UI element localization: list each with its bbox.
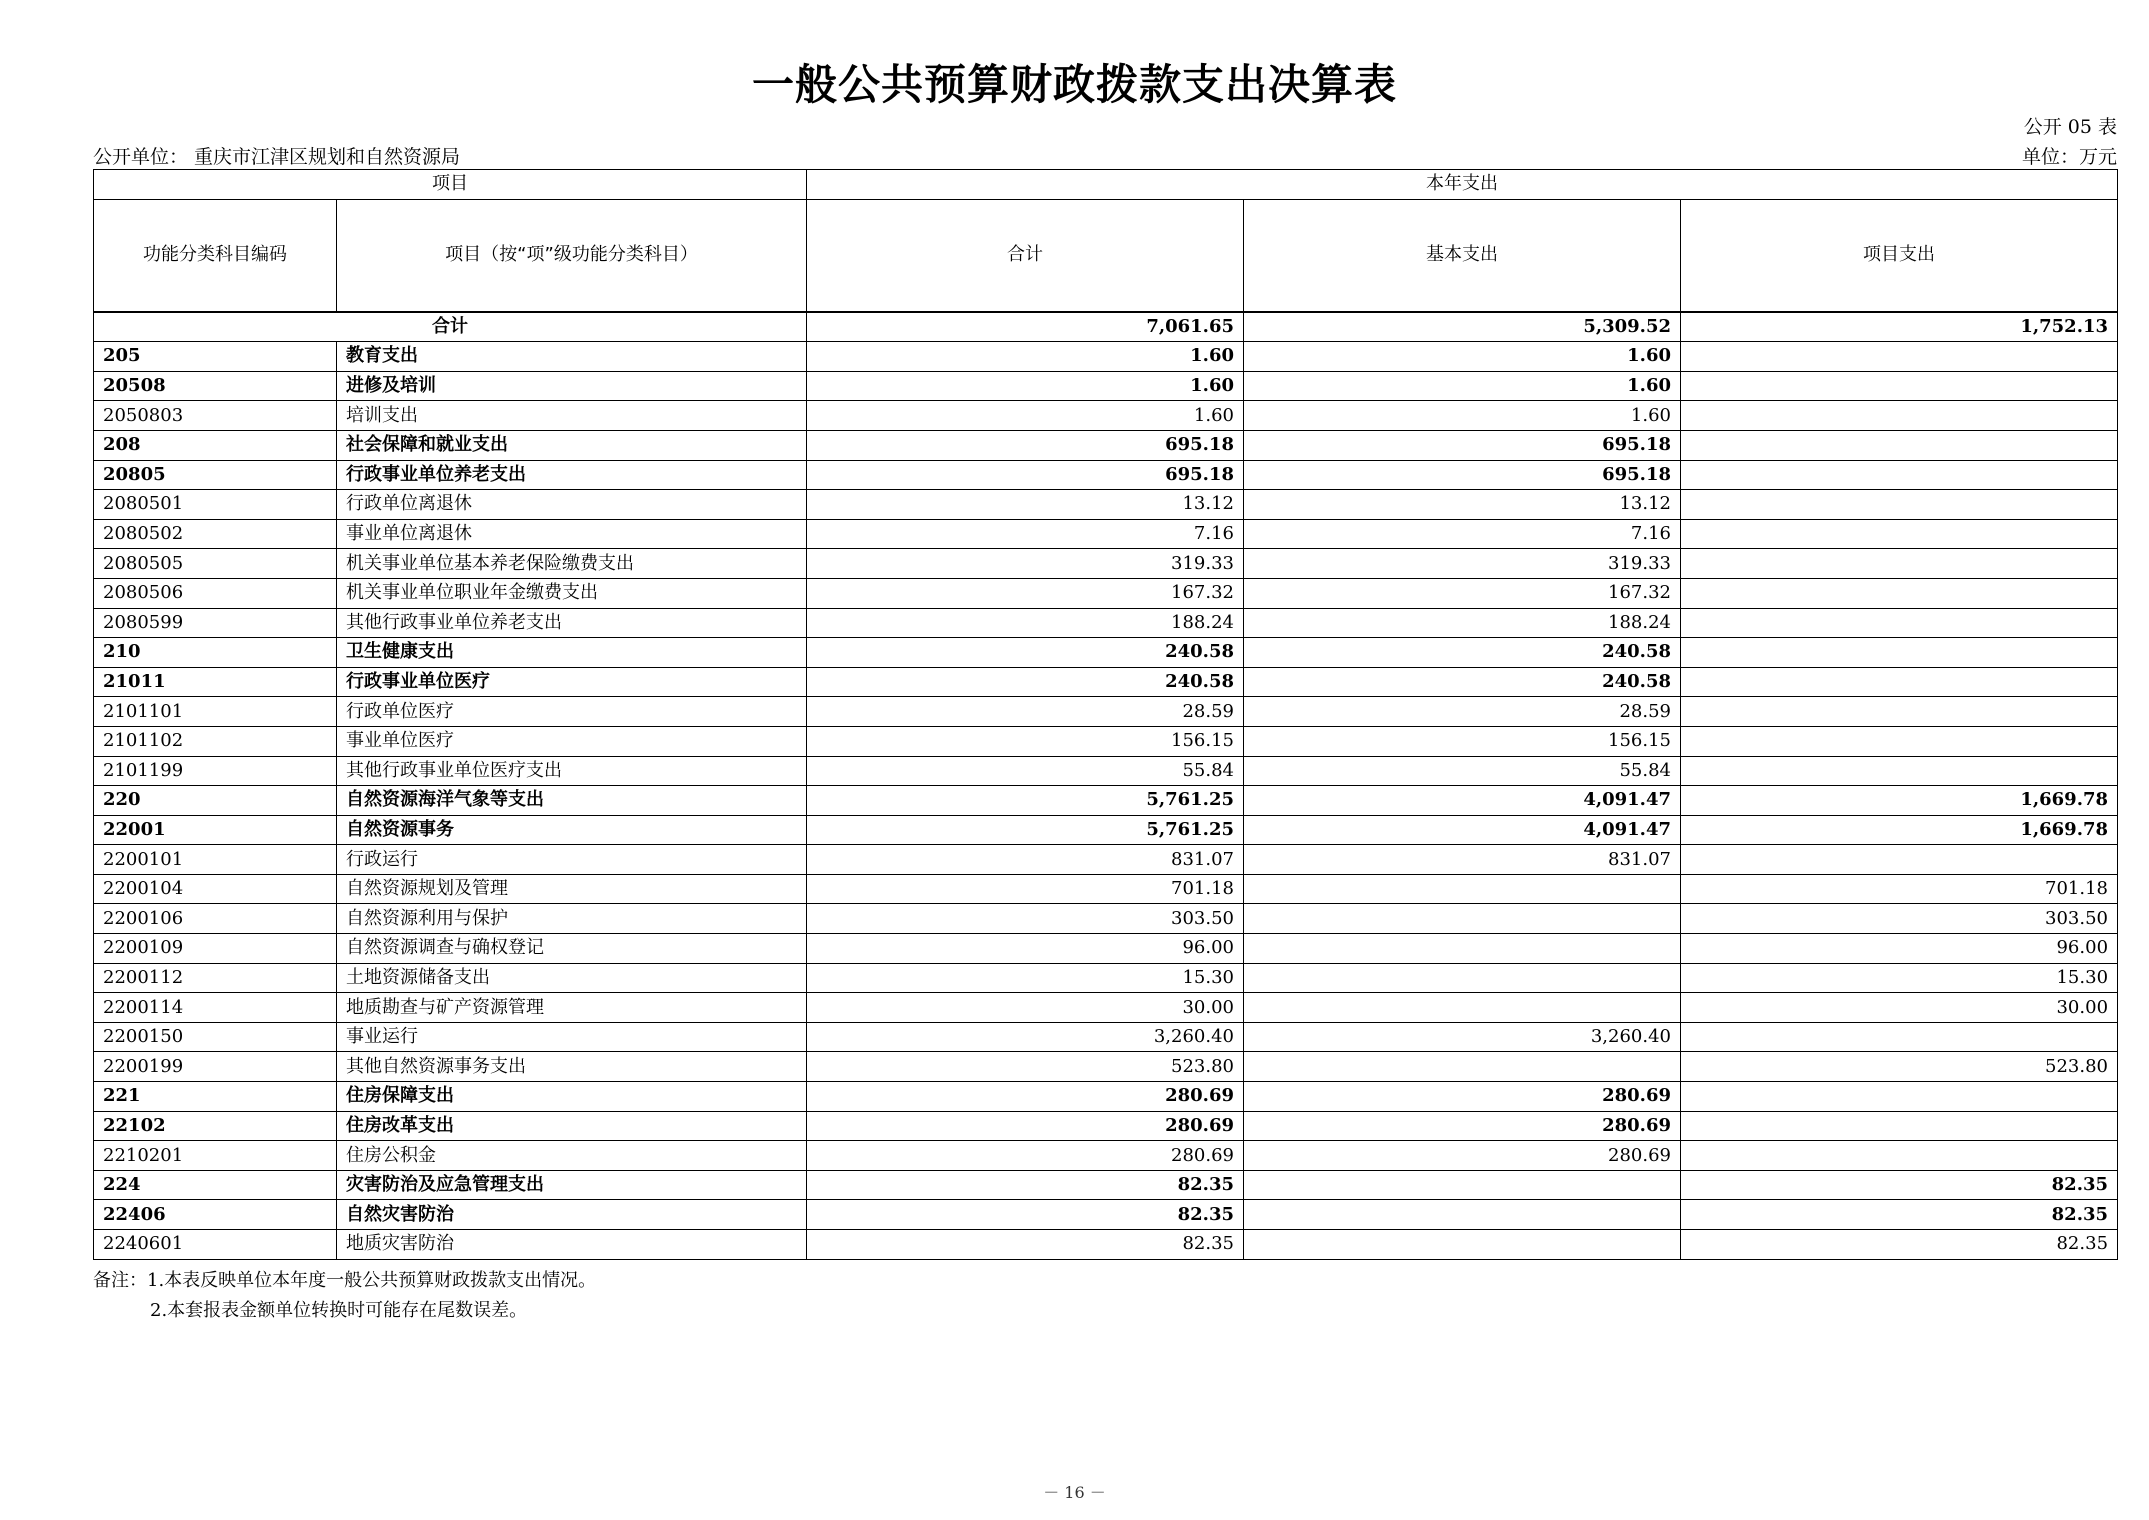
row-basic: 240.58 <box>1244 638 1681 668</box>
row-project <box>1681 578 2118 608</box>
row-name: 机关事业单位职业年金缴费支出 <box>337 578 807 608</box>
row-name: 地质勘查与矿产资源管理 <box>337 993 807 1023</box>
row-total: 319.33 <box>807 549 1244 579</box>
row-total: 1.60 <box>807 401 1244 431</box>
row-name: 自然灾害防治 <box>337 1200 807 1230</box>
row-project <box>1681 697 2118 727</box>
row-code: 20508 <box>94 371 337 401</box>
table-row <box>94 786 2118 816</box>
row-basic: 4,091.47 <box>1244 786 1681 816</box>
row-basic: 319.33 <box>1244 549 1681 579</box>
row-name: 地质灾害防治 <box>337 1230 807 1260</box>
row-project <box>1681 401 2118 431</box>
total-label: 合计 <box>94 312 807 342</box>
row-basic: 1.60 <box>1244 342 1681 372</box>
row-name: 自然资源调查与确权登记 <box>337 934 807 964</box>
page-number: － 16 － <box>1043 1483 1106 1502</box>
row-project <box>1681 371 2118 401</box>
row-project <box>1681 490 2118 520</box>
row-project: 82.35 <box>1681 1230 2118 1260</box>
table-row <box>94 726 2118 756</box>
row-total: 5,761.25 <box>807 815 1244 845</box>
table-row <box>94 934 2118 964</box>
row-project <box>1681 726 2118 756</box>
row-basic <box>1244 904 1681 934</box>
header-basic: 基本支出 <box>1244 199 1681 312</box>
row-total: 701.18 <box>807 874 1244 904</box>
row-basic: 188.24 <box>1244 608 1681 638</box>
row-basic: 13.12 <box>1244 490 1681 520</box>
row-code: 2200150 <box>94 1022 337 1052</box>
row-basic: 167.32 <box>1244 578 1681 608</box>
row-code: 208 <box>94 430 337 460</box>
row-total: 831.07 <box>807 845 1244 875</box>
row-project <box>1681 1141 2118 1171</box>
row-total: 7.16 <box>807 519 1244 549</box>
row-total: 303.50 <box>807 904 1244 934</box>
row-project <box>1681 430 2118 460</box>
row-total: 28.59 <box>807 697 1244 727</box>
header-name: 项目（按“项”级功能分类科目） <box>337 199 807 312</box>
row-total: 167.32 <box>807 578 1244 608</box>
row-total: 695.18 <box>807 460 1244 490</box>
table-row <box>94 1141 2118 1171</box>
budget-table <box>93 169 2118 1260</box>
row-code: 2200199 <box>94 1052 337 1082</box>
row-basic <box>1244 874 1681 904</box>
row-total: 82.35 <box>807 1230 1244 1260</box>
row-name: 机关事业单位基本养老保险缴费支出 <box>337 549 807 579</box>
row-total: 13.12 <box>807 490 1244 520</box>
row-name: 卫生健康支出 <box>337 638 807 668</box>
row-name: 其他行政事业单位养老支出 <box>337 608 807 638</box>
row-project: 523.80 <box>1681 1052 2118 1082</box>
row-name: 土地资源储备支出 <box>337 963 807 993</box>
table-row <box>94 993 2118 1023</box>
row-name: 培训支出 <box>337 401 807 431</box>
row-code: 22001 <box>94 815 337 845</box>
row-basic: 3,260.40 <box>1244 1022 1681 1052</box>
row-total: 523.80 <box>807 1052 1244 1082</box>
table-row <box>94 371 2118 401</box>
row-project: 30.00 <box>1681 993 2118 1023</box>
row-project <box>1681 608 2118 638</box>
row-basic: 1.60 <box>1244 401 1681 431</box>
row-name: 行政单位医疗 <box>337 697 807 727</box>
note-2: 2.本套报表金额单位转换时可能存在尾数误差。 <box>150 1300 528 1321</box>
row-name: 行政事业单位养老支出 <box>337 460 807 490</box>
row-code: 20805 <box>94 460 337 490</box>
row-project <box>1681 638 2118 668</box>
table-row <box>94 1022 2118 1052</box>
row-name: 其他自然资源事务支出 <box>337 1052 807 1082</box>
row-project <box>1681 1082 2118 1112</box>
row-name: 事业运行 <box>337 1022 807 1052</box>
row-name: 行政单位离退休 <box>337 490 807 520</box>
row-project: 1,669.78 <box>1681 786 2118 816</box>
row-total: 280.69 <box>807 1082 1244 1112</box>
row-name: 住房公积金 <box>337 1141 807 1171</box>
row-project <box>1681 1111 2118 1141</box>
row-basic <box>1244 1230 1681 1260</box>
row-name: 事业单位医疗 <box>337 726 807 756</box>
row-project <box>1681 519 2118 549</box>
row-name: 教育支出 <box>337 342 807 372</box>
currency-unit: 单位：万元 <box>2021 146 2117 168</box>
total-basic: 5,309.52 <box>1244 312 1681 342</box>
row-project: 96.00 <box>1681 934 2118 964</box>
row-name: 住房保障支出 <box>337 1082 807 1112</box>
row-total: 55.84 <box>807 756 1244 786</box>
header-project-expense: 项目支出 <box>1681 199 2118 312</box>
table-row <box>94 904 2118 934</box>
row-code: 2101101 <box>94 697 337 727</box>
table-row <box>94 638 2118 668</box>
table-row <box>94 430 2118 460</box>
row-project: 15.30 <box>1681 963 2118 993</box>
row-code: 22406 <box>94 1200 337 1230</box>
row-name: 进修及培训 <box>337 371 807 401</box>
row-total: 1.60 <box>807 371 1244 401</box>
row-code: 210 <box>94 638 337 668</box>
row-basic: 55.84 <box>1244 756 1681 786</box>
row-name: 自然资源规划及管理 <box>337 874 807 904</box>
row-basic: 831.07 <box>1244 845 1681 875</box>
row-code: 21011 <box>94 667 337 697</box>
row-name: 社会保障和就业支出 <box>337 430 807 460</box>
row-code: 2050803 <box>94 401 337 431</box>
table-row <box>94 1052 2118 1082</box>
row-code: 220 <box>94 786 337 816</box>
form-number: 公开 05 表 <box>2023 116 2117 138</box>
row-code: 2210201 <box>94 1141 337 1171</box>
header-current-year: 本年支出 <box>807 170 2118 200</box>
reporting-unit: 公开单位： 重庆市江津区规划和自然资源局 <box>93 146 461 168</box>
table-row <box>94 1111 2118 1141</box>
row-code: 224 <box>94 1170 337 1200</box>
table-row <box>94 874 2118 904</box>
table-row <box>94 490 2118 520</box>
row-name: 住房改革支出 <box>337 1111 807 1141</box>
row-total: 240.58 <box>807 638 1244 668</box>
row-total: 280.69 <box>807 1111 1244 1141</box>
table-row <box>94 963 2118 993</box>
row-code: 2200104 <box>94 874 337 904</box>
table-row <box>94 845 2118 875</box>
row-code: 2101102 <box>94 726 337 756</box>
row-code: 2200109 <box>94 934 337 964</box>
table-row <box>94 401 2118 431</box>
row-total: 188.24 <box>807 608 1244 638</box>
row-project: 1,669.78 <box>1681 815 2118 845</box>
total-amount: 7,061.65 <box>807 312 1244 342</box>
header-code: 功能分类科目编码 <box>94 199 337 312</box>
row-project: 82.35 <box>1681 1200 2118 1230</box>
row-basic <box>1244 963 1681 993</box>
row-code: 2101199 <box>94 756 337 786</box>
row-total: 1.60 <box>807 342 1244 372</box>
row-basic <box>1244 993 1681 1023</box>
row-total: 3,260.40 <box>807 1022 1244 1052</box>
header-project: 项目 <box>94 170 807 200</box>
row-code: 2080501 <box>94 490 337 520</box>
row-code: 2240601 <box>94 1230 337 1260</box>
table-row <box>94 460 2118 490</box>
table-row <box>94 815 2118 845</box>
row-project <box>1681 756 2118 786</box>
total-project: 1,752.13 <box>1681 312 2118 342</box>
table-row <box>94 667 2118 697</box>
table-row <box>94 342 2118 372</box>
header-total: 合计 <box>807 199 1244 312</box>
row-code: 2200106 <box>94 904 337 934</box>
table-row <box>94 697 2118 727</box>
row-project <box>1681 460 2118 490</box>
row-basic: 695.18 <box>1244 430 1681 460</box>
table-row <box>94 549 2118 579</box>
row-code: 205 <box>94 342 337 372</box>
row-basic: 28.59 <box>1244 697 1681 727</box>
row-project <box>1681 549 2118 579</box>
row-name: 自然资源利用与保护 <box>337 904 807 934</box>
row-name: 其他行政事业单位医疗支出 <box>337 756 807 786</box>
row-basic: 695.18 <box>1244 460 1681 490</box>
row-project: 82.35 <box>1681 1170 2118 1200</box>
row-project <box>1681 845 2118 875</box>
row-project <box>1681 1022 2118 1052</box>
row-project <box>1681 342 2118 372</box>
table-row <box>94 756 2118 786</box>
row-total: 5,761.25 <box>807 786 1244 816</box>
row-project <box>1681 667 2118 697</box>
row-code: 2080502 <box>94 519 337 549</box>
row-basic: 7.16 <box>1244 519 1681 549</box>
row-code: 221 <box>94 1082 337 1112</box>
row-basic <box>1244 1170 1681 1200</box>
table-row <box>94 1170 2118 1200</box>
row-basic <box>1244 1200 1681 1230</box>
row-project: 701.18 <box>1681 874 2118 904</box>
row-total: 30.00 <box>807 993 1244 1023</box>
row-basic: 280.69 <box>1244 1111 1681 1141</box>
row-code: 22102 <box>94 1111 337 1141</box>
note-1: 备注：1.本表反映单位本年度一般公共预算财政拨款支出情况。 <box>93 1270 597 1291</box>
page-title: 一般公共预算财政拨款支出决算表 <box>751 60 1397 109</box>
row-basic: 4,091.47 <box>1244 815 1681 845</box>
row-total: 695.18 <box>807 430 1244 460</box>
row-total: 156.15 <box>807 726 1244 756</box>
table-row <box>94 1082 2118 1112</box>
row-total: 240.58 <box>807 667 1244 697</box>
row-basic: 240.58 <box>1244 667 1681 697</box>
row-total: 280.69 <box>807 1141 1244 1171</box>
row-basic: 280.69 <box>1244 1141 1681 1171</box>
row-code: 2200112 <box>94 963 337 993</box>
row-code: 2080506 <box>94 578 337 608</box>
row-total: 82.35 <box>807 1200 1244 1230</box>
row-code: 2200101 <box>94 845 337 875</box>
row-basic: 1.60 <box>1244 371 1681 401</box>
row-total: 15.30 <box>807 963 1244 993</box>
table-row <box>94 578 2118 608</box>
row-total: 82.35 <box>807 1170 1244 1200</box>
table-row <box>94 1200 2118 1230</box>
table-row <box>94 519 2118 549</box>
row-basic: 280.69 <box>1244 1082 1681 1112</box>
table-row <box>94 1230 2118 1260</box>
row-project: 303.50 <box>1681 904 2118 934</box>
table-row <box>94 608 2118 638</box>
row-code: 2200114 <box>94 993 337 1023</box>
row-total: 96.00 <box>807 934 1244 964</box>
row-name: 行政事业单位医疗 <box>337 667 807 697</box>
row-name: 行政运行 <box>337 845 807 875</box>
row-name: 自然资源事务 <box>337 815 807 845</box>
row-name: 自然资源海洋气象等支出 <box>337 786 807 816</box>
row-basic: 156.15 <box>1244 726 1681 756</box>
row-code: 2080599 <box>94 608 337 638</box>
row-basic <box>1244 934 1681 964</box>
row-basic <box>1244 1052 1681 1082</box>
row-name: 灾害防治及应急管理支出 <box>337 1170 807 1200</box>
total-row <box>94 312 2118 342</box>
notes <box>93 1266 596 1326</box>
row-name: 事业单位离退休 <box>337 519 807 549</box>
row-code: 2080505 <box>94 549 337 579</box>
